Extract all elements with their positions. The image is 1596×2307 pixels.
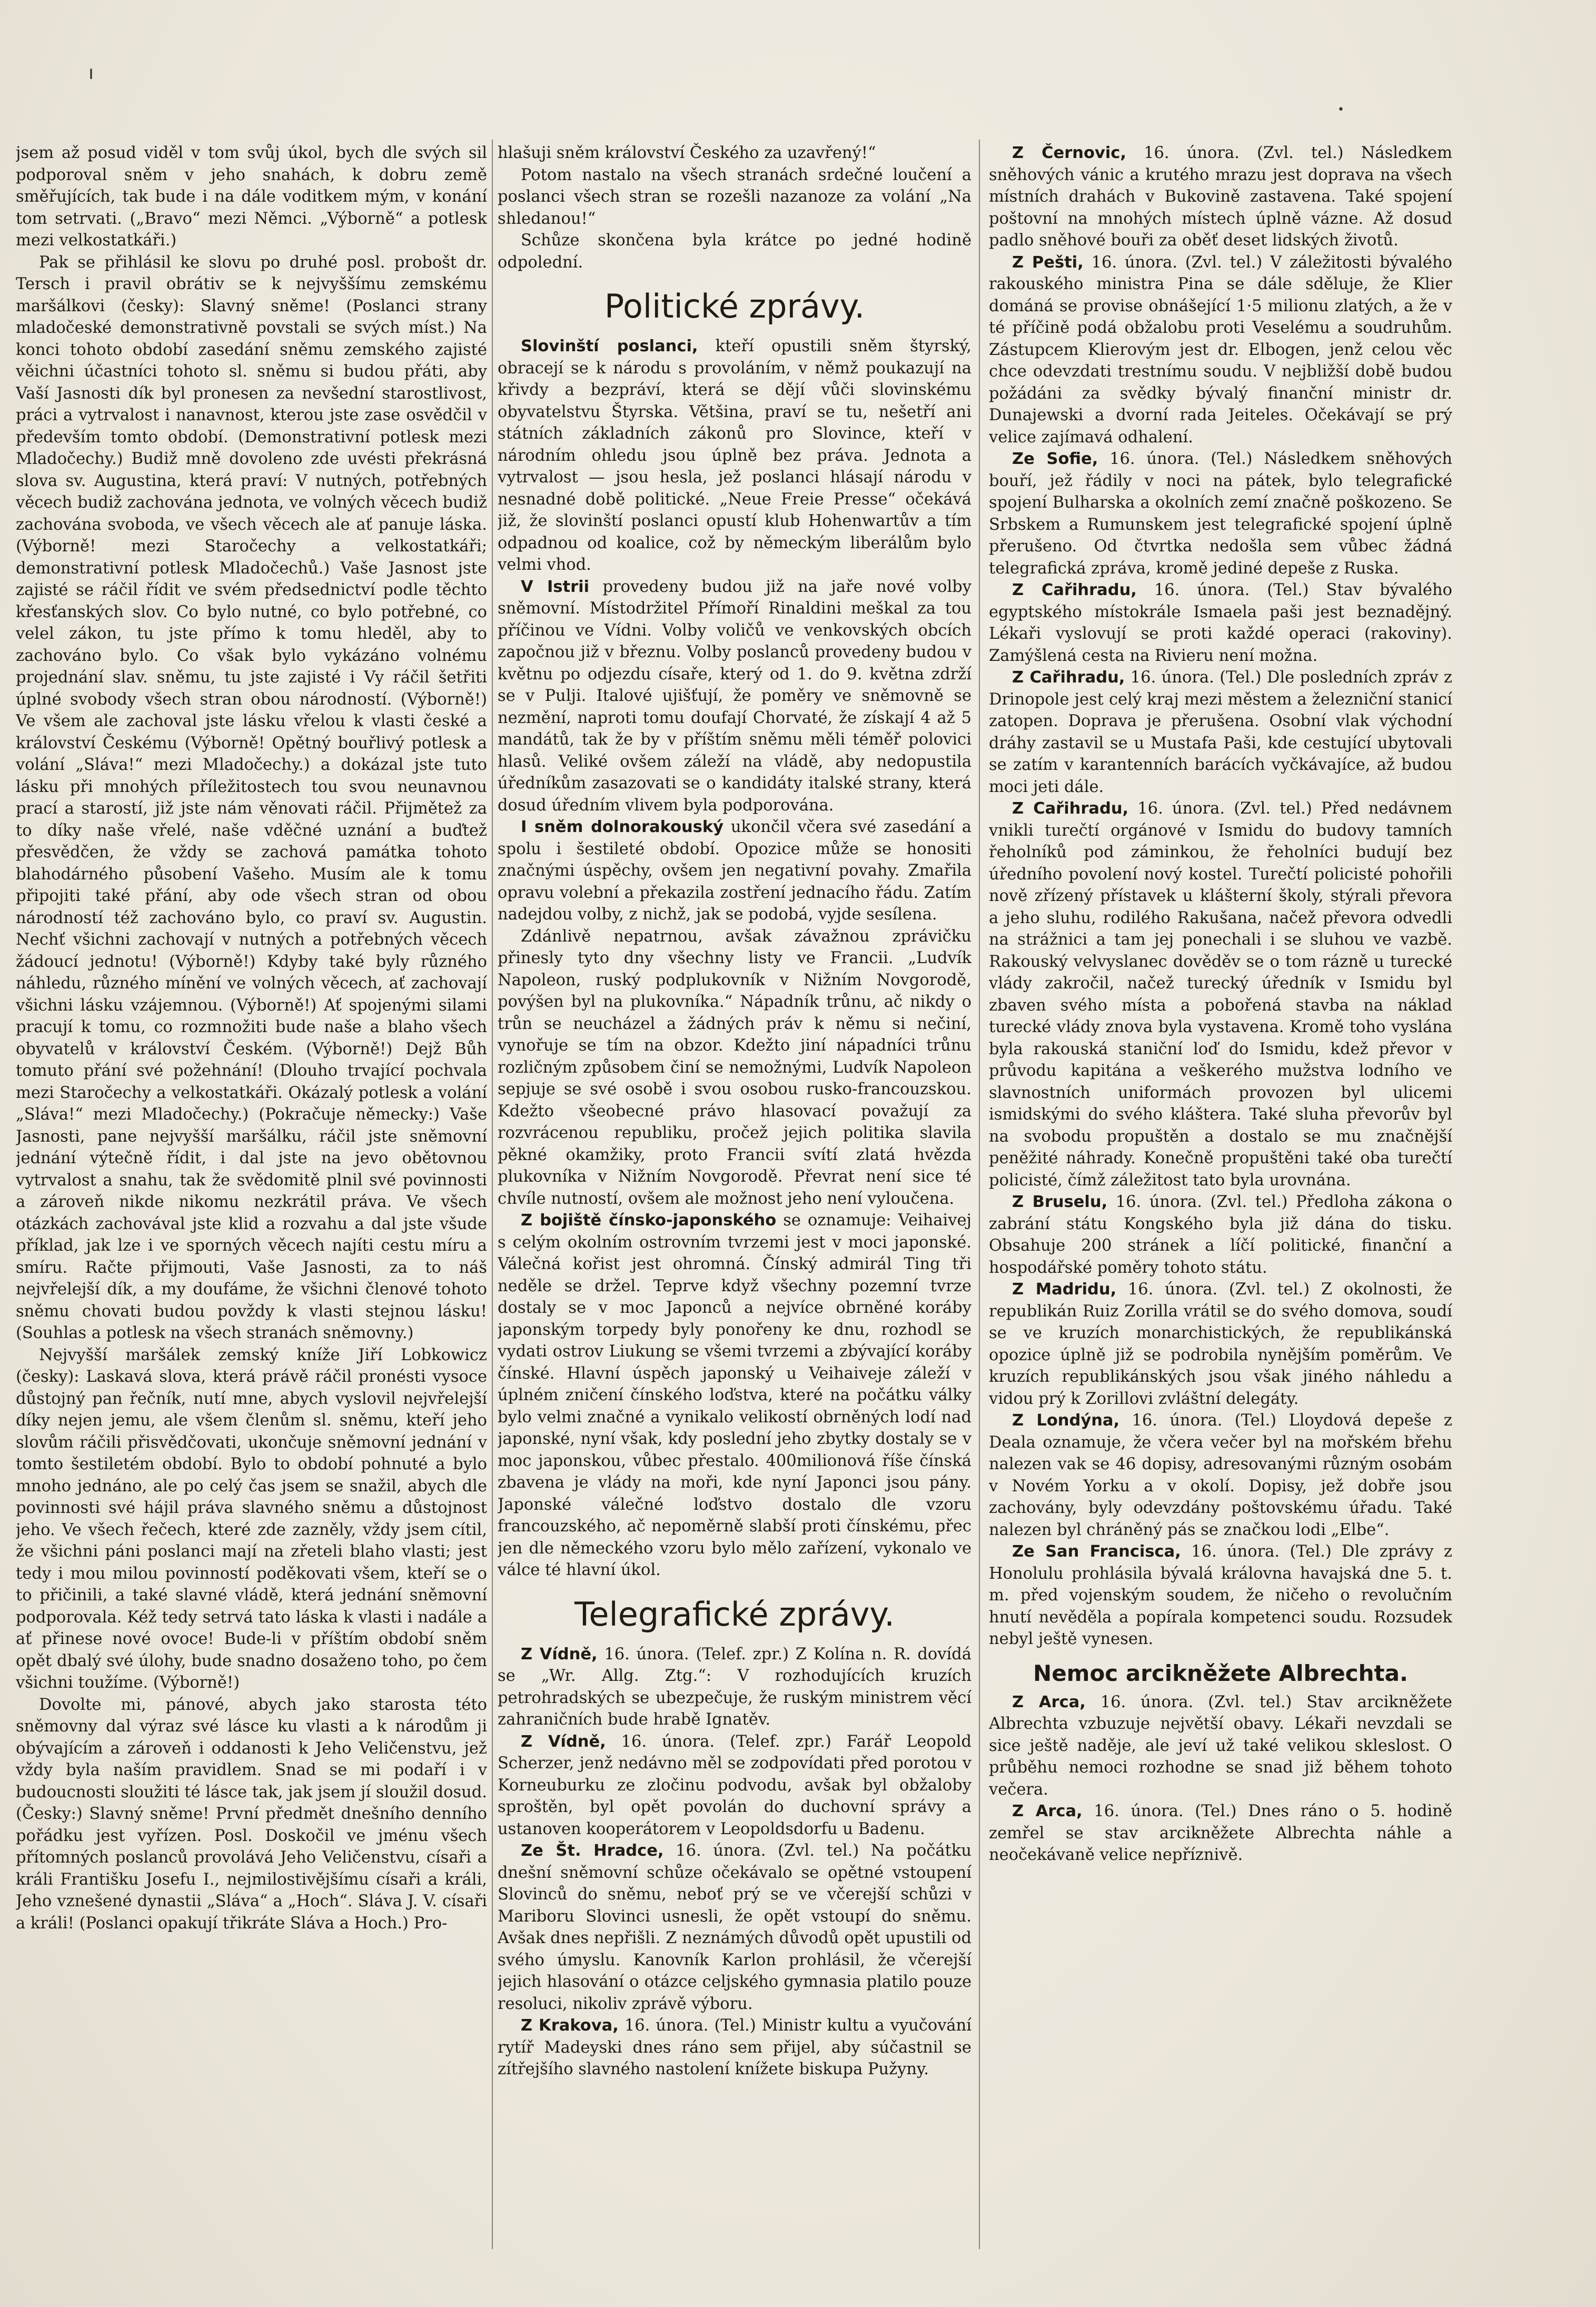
column-divider (492, 140, 493, 2249)
article (498, 1210, 972, 1581)
article (989, 142, 1452, 252)
article (498, 576, 972, 817)
article-lead: Z Arca, (1012, 1802, 1083, 1820)
article-lead: Z Londýna, (1012, 1411, 1120, 1430)
article-lead: Z Cařihradu, (1012, 799, 1129, 818)
article-text: 16. února. (Tel.) Dnes ráno o 5. hodině zemřel se stav arcikněžete Albrechta náhle a neočekávaně velice nepříznivě. (989, 1802, 1452, 1864)
paragraph: Pak se přihlásil ke slovu po druhé posl. probošt dr. Tersch i pravil obrátiv se k nejvyššímu zemskému maršálkovi (česky): Slavný sněme! (Poslanci strany mladočeské demonstrativně povstali se svých míst.) Na konci tohoto období zasedání sněmu zemského zajisté věichni účastníci tohoto sl. sněmu si budou přáti, aby Vaší Jasnosti dík byl pronesen za nevšední starostlivost, práci a vytrvalost i nanavnost, kterou jste zase osvědčil v především tomto období. (Demonstrativní potlesk mezi Mladočechy.) Budiž mně dovoleno zde uvésti překrásná slova sv. Augustina, která praví: V nutných, potřebných věcech budiž zachována jednota, ve volných věcech budiž zachována svoboda, ve všech věcech ale ať panuje láska. (Výborně! mezi Staročechy a velkostatkáři; demonstrativní potlesk Mladočechů.) Vaše Jasnost jste zajisté se ráčil řídit ve svém předsednictví podle těchto křesťanských slov. Co bylo nutné, co bylo potřebné, co velel zákon, tu jste přímo k tomu hleděl, aby to zachováno bylo. Co však bylo vykázáno volnému projednání slav. sněmu, tu jste zajisté i Vy ráčil šetřiti úplné svobody všech stran obou národností. (Výborně!) Ve všem ale zachoval jste lásku vřelou k vlasti české a království Českému (Výborně! Opětný bouřlivý potlesk a volání „Sláva!“ mezi Mladočechy.) a dokázal jste tuto lásku při mnohých příležitostech tou svou neunavnou prací a starostí, již jste nám věnovati ráčil. Přijmětež za to díky naše vřelé, naše vděčné uznání a buďtež přesvědčen, že vždy se zachová památka tohoto blahodárného působení Vašeho. Musím ale k tomu připojiti také přání, aby ode všech stran od obou národností též zachováno bylo, co praví sv. Augustin. Nechť všichni zachovají v nutných a potřebných věcech žádoucí jednotu! (Výborně!) Kdyby také byly různého náhledu, různého mínění ve volných věcech, ať zachovají všichni lásku vzájemnou. (Výborně!) Ať spojenými silami pracují k tomu, co rozmnožiti bude naše a blaho všech obyvatelů v království Českém. (Výborně!) Dejž Bůh tomuto přání své požehnání! (Dlouho trvající pochvala mezi Staročechy a velkostatkáři. Okázalý potlesk a volání „Sláva!“ mezi Mladočechy.) (Pokračuje německy:) Vaše Jasnosti, pane nejvyšší maršálku, ráčil jste sněmovní jednání výtečně řídit, i dal jste na jevo obětovnou vytrvalost a snahu, tak že svědomitě plnil své povinnosti a zároveň nikde nikomu nezkrátil práva. Ve všech otázkách zachovával jste klid a rozvahu a dal jste všude příklad, jak lze i ve sporných věcech najíti cestu míru a smíru. Račte přijmouti, Vaše Jasnosti, za to náš nejvřelejší dík, a my doufáme, že všichni členové tohoto sněmu chovati budou povždy k vlasti stejnou lásku! (Souhlas a potlesk na všech stranách sněmovny.) (16, 253, 487, 1342)
article-text: 16. února. (Zvl. tel.) Z okolnosti, že republikán Ruiz Zorilla vrátil se do svého domova, soudí se ve kruzích monarchistických, že republikánská opozice úplně již se podrobila nynějším poměrům. Ve kruzích republikánských jsou však jiného náhledu a vidou prý k Zorillovi zvláštní delegáty. (989, 1280, 1452, 1408)
article-text: 16. února. (Telef. zpr.) Farář Leopold Scherzer, jenž nedávno měl se zodpovídati před porotou v Korneuburku ze zločinu podvodu, avšak byl obžaloby sproštěn, byl opět povolán do duchovní správy a ustanoven kooperátorem v Leopoldsdorfu u Badenu. (498, 1732, 972, 1838)
article (498, 1840, 972, 2015)
article-text: 16. února. (Tel.) Dle posledních zpráv z Drinopole jest celý kraj mezi městem a železniční stanicí zatopen. Doprava je přerušena. Osobní vlak východní dráhy zastavil se u Mustafa Paši, kde cestující ubytovali se zatím v karantenních barácích vyčkávajíce, až budou moci jeti dále. (989, 668, 1452, 796)
article (989, 1191, 1452, 1279)
column-left (16, 142, 487, 2270)
article-lead: Slovinští poslanci, (521, 337, 698, 355)
article (989, 798, 1452, 1191)
corner-mark: ı (88, 62, 94, 84)
article-text: 16. února. (Zvl. tel.) Předloha zákona o zabrání státu Kongského byla již dána do tisku. Obsahuje 200 stránek a líčí politické, finanční a hospodářské poměry tohoto státu. (989, 1193, 1452, 1277)
article (989, 252, 1452, 449)
paragraph: jsem až posud viděl v tom svůj úkol, bych dle svých sil podporoval sněm v jeho snahách, k dobru země směřujících, tak bude i na dále voditkem mým, v konání tom setrvati. („Bravo“ mezi Němci. „Výborně“ a potlesk mezi velkostatkáři.) (16, 144, 487, 250)
article-lead: Ze Št. Hradce, (521, 1841, 664, 1860)
article (989, 579, 1452, 667)
article-text: kteří opustili sněm štyrský, obracejí se k národu s provoláním, v němž poukazují na křivdy a bezpráví, která se dějí vůči slovinskému obyvatelstvu Štyrska. Většina, praví se tu, nešetří ani státních základních zákonů pro Slovince, kteří v národním ohledu jsou úplně bez práva. Jednota a vytrvalost — jsou hesla, jež poslanci hlásají národu v nesnadné době politické. „Neue Freie Presse“ očekává již, že slovinští poslanci opustí klub Hohenwartův a tím odpadnou od koalice, což by německým liberálům bylo velmi vhod. (498, 337, 972, 574)
paragraph: Nejvyšší maršálek zemský kníže Jiří Lobkowicz (česky): Laskavá slova, která právě ráčil pronésti vysoce důstojný pan řečník, nutí mne, abych vyslovil nejvřelejší díky nejen jemu, ale všem členům sl. sněmu, kteří jeho slovům ráčili přisvědčovati, ukončuje sněmovní jednání v tomto šestiletém období. Bylo to období pohnuté a bylo mnoho jednáno, ale po celý čas jsem se snažil, abych dle povinnosti své hájil práva slavného sněmu a důstojnost jeho. Ve všech řečech, které zde zazněly, vždy jsem cítil, že všichni páni poslanci mají na zřeteli blaho vlasti; jest tedy i mou milou povinností poděkovati všem, kteří se o to přičinili, a také slavné vládě, která jednání sněmovní podporovala. Kéž tedy setrvá tato láska k vlasti i nadále a ať přinese nové ovoce! Bude-li v příštím období sněm opět dbalý své úlohy, bude snadno dosaženo toho, po čem všichni toužíme. (Výborně!) (16, 1345, 487, 1692)
article-text: 16. února. (Tel.) Lloydová depeše z Deala oznamuje, že včera večer byl na mořském břehu nalezen vak se 46 dopisy, adresovanými různým osobám v Novém Yorku a v okolí. Dopisy, jež dobře jsou zachovány, byly odevzdány poštovskému úřadu. Také nalezen byl chráněný pás se značkou lodi „Elbe“. (989, 1411, 1452, 1539)
section-heading-telegraficke: Telegrafické zprávy. (574, 1595, 895, 1633)
article-lead: V Istrii (521, 577, 590, 596)
article (498, 335, 972, 576)
paragraph: Schůze skončena byla krátce po jedné hodině odpolední. (498, 231, 972, 272)
article (989, 667, 1452, 798)
article-text: 16. února. (Zvl. tel.) V záležitosti bývalého rakouského ministra Pina se dále sděluje, že Klier dománá se provise obnášející 1·5 milionu zlatých, a že v té příčině podá obžalobu proti Veselému a soudruhům. Zástupcem Klierovým jest dr. Elbogen, jenž celou věc chce odevzdati trestnímu soudu. V nejbližší době budou požádáni za svědky bývalý finanční ministr dr. Dunajewski a dvorní rada Jeiteles. Očekávají se prý velice zajímavá odhalení. (989, 253, 1452, 447)
article-lead: Z Madridu, (1012, 1280, 1117, 1299)
article-text: 16. února. (Tel.) Následkem sněhových bouří, jež řádily v noci na pátek, bylo telegrafické spojení Bulharska a okolních zemí značně poškozeno. Se Srbskem a Rumunskem jest telegrafické spojení úplně přerušeno. Od čtvrtka nedošla sem vůbec žádná telegrafická zpráva, kromě jediné depeše z Ruska. (989, 450, 1452, 578)
paragraph: hlašuji sněm království Českého za uzavřený!“ (498, 144, 876, 162)
article-lead: I sněm dolnorakouský (521, 818, 724, 836)
article-lead: Z Cařihradu, (1012, 668, 1125, 687)
paragraph: Potom nastalo na všech stranách srdečné loučení a poslanci všech stran se rozešli nazanoze za volání „Na shledanou!“ (498, 165, 972, 228)
article-text: 16. února. (Zvl. tel.) Stav arcikněžete Albrechta vzbuzuje největší obavy. Lékaři nevzdali se sice ještě naděje, ale jeví už také velikou skleslost. O průběhu nemoci rozhodne se snad již během tohoto večera. (989, 1692, 1452, 1799)
article (498, 1731, 972, 1840)
article-lead: Z Krakova, (521, 2016, 619, 2035)
article-lead: Z Bruselu, (1012, 1193, 1108, 1211)
article-text: provedeny budou již na jaře nové volby sněmovní. Místodržitel Přímoří Rinaldini meškal za tou příčinou ve Vídni. Volby voličů ve venkovských obcích započnou již v březnu. Volby poslanců provedeny budou v květnu po odjezdu císaře, který od 1. do 9. května zdrží se v Pulji. Italové ujišťují, že poměry ve sněmovně se nezmění, naproti tomu doufají Chorvaté, že získají 4 až 5 mandátů, tak že by v příštím sněmu měli téměř polovici hlasů. Veliké ovšem záleží na vládě, aby nedopustila úředníkům zasazovati se o kandidáty italské strany, která dosud úředním vlivem byla podporována. (498, 577, 972, 815)
article (498, 1643, 972, 1731)
section-heading-nemoc: Nemoc arcikněžete Albrechta. (1033, 1660, 1408, 1686)
column-right (989, 142, 1452, 2270)
article-lead: Ze San Francisca, (1012, 1542, 1181, 1561)
dot-mark: • (1337, 103, 1344, 116)
article-lead: Z Vídně, (521, 1732, 606, 1751)
paragraph: Zdánlivě nepatrnou, avšak závažnou zprávičku přinesly tyto dny všechny listy ve Francii. „Ludvík Napoleon, ruský podplukovník v Nižním Novgorodě, povýšen byl na plukovníka.“ Nápadník trůnu, ač nikdy o trůn se neucházel a žádných práv k němu si nečiní, vynořuje se tím na obzor. Kdežto jiní nápadníci trůnu rozličným způsobem činí se nemožnými, Ludvík Napoleon sepjuje se své osobě i svou osobou rusko-francouzskou. Kdežto všeobecné právo hlasovací považují za rozvrácenou republiku, pročež jejich politika slavila pěkné okamžiky, proto Francii svítí zlatá hvězda plukovníka v Nižním Novgorodě. Převrat není sice té chvíle nutností, ovšem ale možnost jeho není vyloučena. (498, 927, 972, 1208)
article-text: 16. února. (Zvl. tel.) Následkem sněhových vánic a krutého mrazu jest doprava na všech místních drahách v Bukovině zastavena. Také spojení poštovní na mnohých místech úplně vázne. Až dosud padlo sněhové bouři za oběť deset lidských životů. (989, 144, 1452, 250)
article-text: 16. února. (Telef. zpr.) Z Kolína n. R. dovídá se „Wr. Allg. Ztg.“: V rozhodujících kruzích petrohradských se ubezpečuje, že ruským ministrem věcí zahraničních bude hrabě Ignatěv. (498, 1645, 972, 1729)
article (989, 448, 1452, 579)
article-text: 16. února. (Tel.) Dle zprávy z Honolulu prohlásila bývalá královna havajská dne 5. t. m. před vojenským soudem, že ničeho o revolučním hnutí nevěděla a popírala kompetenci soudu. Rozsudek nebyl ještě vynesen. (989, 1542, 1452, 1648)
article (989, 1279, 1452, 1410)
article (989, 1410, 1452, 1541)
column-middle (498, 142, 972, 2270)
article (498, 816, 972, 926)
article-lead: Z Pešti, (1012, 253, 1084, 272)
article (989, 1541, 1452, 1650)
paragraph: Dovolte mi, pánové, abych jako starosta této sněmovny dal výraz své lásce ku vlasti a k národům ji obývajícím a zároveň i oddanosti k Jeho Veličenstvu, jež vždy byla naším pravidlem. Snad se mi podaří i v budoucnosti sloužiti té lásce tak, jak jsem jí sloužil dosud. (Česky:) Slavný sněme! První předmět dnešního denního pořádku jest vyřízen. Posl. Doskočil ve jménu všech přítomných poslanců provolává Jeho Veličenstvu, císaři a králi Františku Josefu I., nejmilostivějšímu císaři a králi, Jeho vznešené dynastii „Sláva“ a „Hoch“. Sláva J. V. císaři a králi! (Poslanci opakují třikráte Sláva a Hoch.) Pro- (16, 1695, 487, 1933)
article-text: ukončil včera své zasedání a spolu i šestileté období. Opozice může se honositi značnými úspěchy, ovšem jen negativní povahy. Zmařila opravu volební a překazila zostření jednacího řádu. Zatím nadejdou volby, z nichž, jak se podobá, vyjde sesílena. (498, 818, 972, 924)
article (989, 1691, 1452, 1801)
article-lead: Z Vídně, (521, 1645, 598, 1664)
article-text: 16. února. (Tel.) Stav bývalého egyptského místokrále Ismaela paši jest beznadějný. Lékaři vyslovují se proti každé operaci (rakoviny). Zamýšlená cesta na Rivieru není možna. (989, 581, 1452, 665)
section-heading-politicke: Politické zprávy. (604, 287, 865, 325)
article-lead: Z bojiště čínsko-japonského (521, 1211, 777, 1230)
article-text: 16. února. (Tel.) Ministr kultu a vyučování rytíř Madeyski dnes ráno sem přijel, aby súčastnil se zítřejšího slavného nastolení knížete biskupa Pužyny. (498, 2016, 972, 2078)
column-divider (979, 140, 980, 2249)
article (989, 1800, 1452, 1866)
article-lead: Ze Sofie, (1012, 450, 1098, 468)
article (498, 2015, 972, 2081)
article-text: 16. února. (Zvl. tel.) Na počátku dnešní sněmovní schůze očekávalo se opětné vstoupení Slovinců do sněmu, neboť prý se ve včerejší schůzi v Mariboru Slovinci usnesli, že opět vstoupí do sněmu. Avšak dnes nepřišli. Z neznámých důvodů opět upustili od svého úmyslu. Kanovník Karlon prohlásil, že včerejší jejich hlasování o otázce celjského gymnasia platilo pouze resoluci, nikoliv zprávě výboru. (498, 1841, 972, 2013)
article-lead: Z Arca, (1012, 1692, 1086, 1711)
article-lead: Z Cařihradu, (1012, 581, 1137, 599)
article-text: 16. února. (Zvl. tel.) Před nedávnem vnikli turečtí orgánové v Ismidu do budovy tamních řeholníků pod záminkou, že řeholníci budují bez úředního povolení nový kostel. Turečtí policisté pohořili nově zřízený přístavek u klášterní školy, stýrali převora a jeho sluhu, rodilého Rakušana, načež převora odvedli na strážnici a tam jej ponechali i se sluhou ve vazbě. Rakouský velvyslanec dověděv se o tom rázně u turecké vlády zakročil, načež turecký úředník v Ismidu byl zbaven svého místa a pobořená stavba na náklad turecké vlády znova byla vystavena. Kromě toho vyslána byla rakouská staniční loď do Ismidu, kdež převor v průvodu kapitána a veškerého mužstva lodního ve slavnostních uniformách provozen byl ulicemi ismidskými do svého kláštera. Také sluha převorův byl na svobodu propuštěn a dostalo se mu značnější peněžité náhrady. Konečně propuštěni také oba turečtí policisté, čímž záležitost tato byla urovnána. (989, 799, 1452, 1190)
article-lead: Z Černovic, (1012, 144, 1126, 162)
article-text: se oznamuje: Veihaivej s celým okolním ostrovním tvrzemi jest v moci japonské. Válečná kořist jest ohromná. Čínský admirál Ting tři neděle se držel. Teprve když všechny pozemní tvrze dostaly se v moc Japonců a nejvíce obrněné koráby japonským torpedy byly ponořeny ke dnu, rozhodl se vydati ostrov Liukung se všemi tvrzemi a zbývající koráby čínské. Hlavní úspěch japonský u Veihaiveje záleží v úplném zničení čínského loďstva, které na počátku války bylo velmi značné a vynikalo velikostí obrněných lodí nad japonské, nyní však, kdy poslední jeho zbytky dostaly se v moc japonskou, vůbec přestalo. 400milionová říše čínská zbavena je vlády na moři, kde nyní Japonci jsou pány. Japonské válečné loďstvo dostalo dle vzoru francouzského, ač nepoměrně slabší proti čínskému, přec jen dle německého vzoru bylo mělo zařízení, vykonalo ve válce té hlavní úkol. (498, 1211, 972, 1579)
